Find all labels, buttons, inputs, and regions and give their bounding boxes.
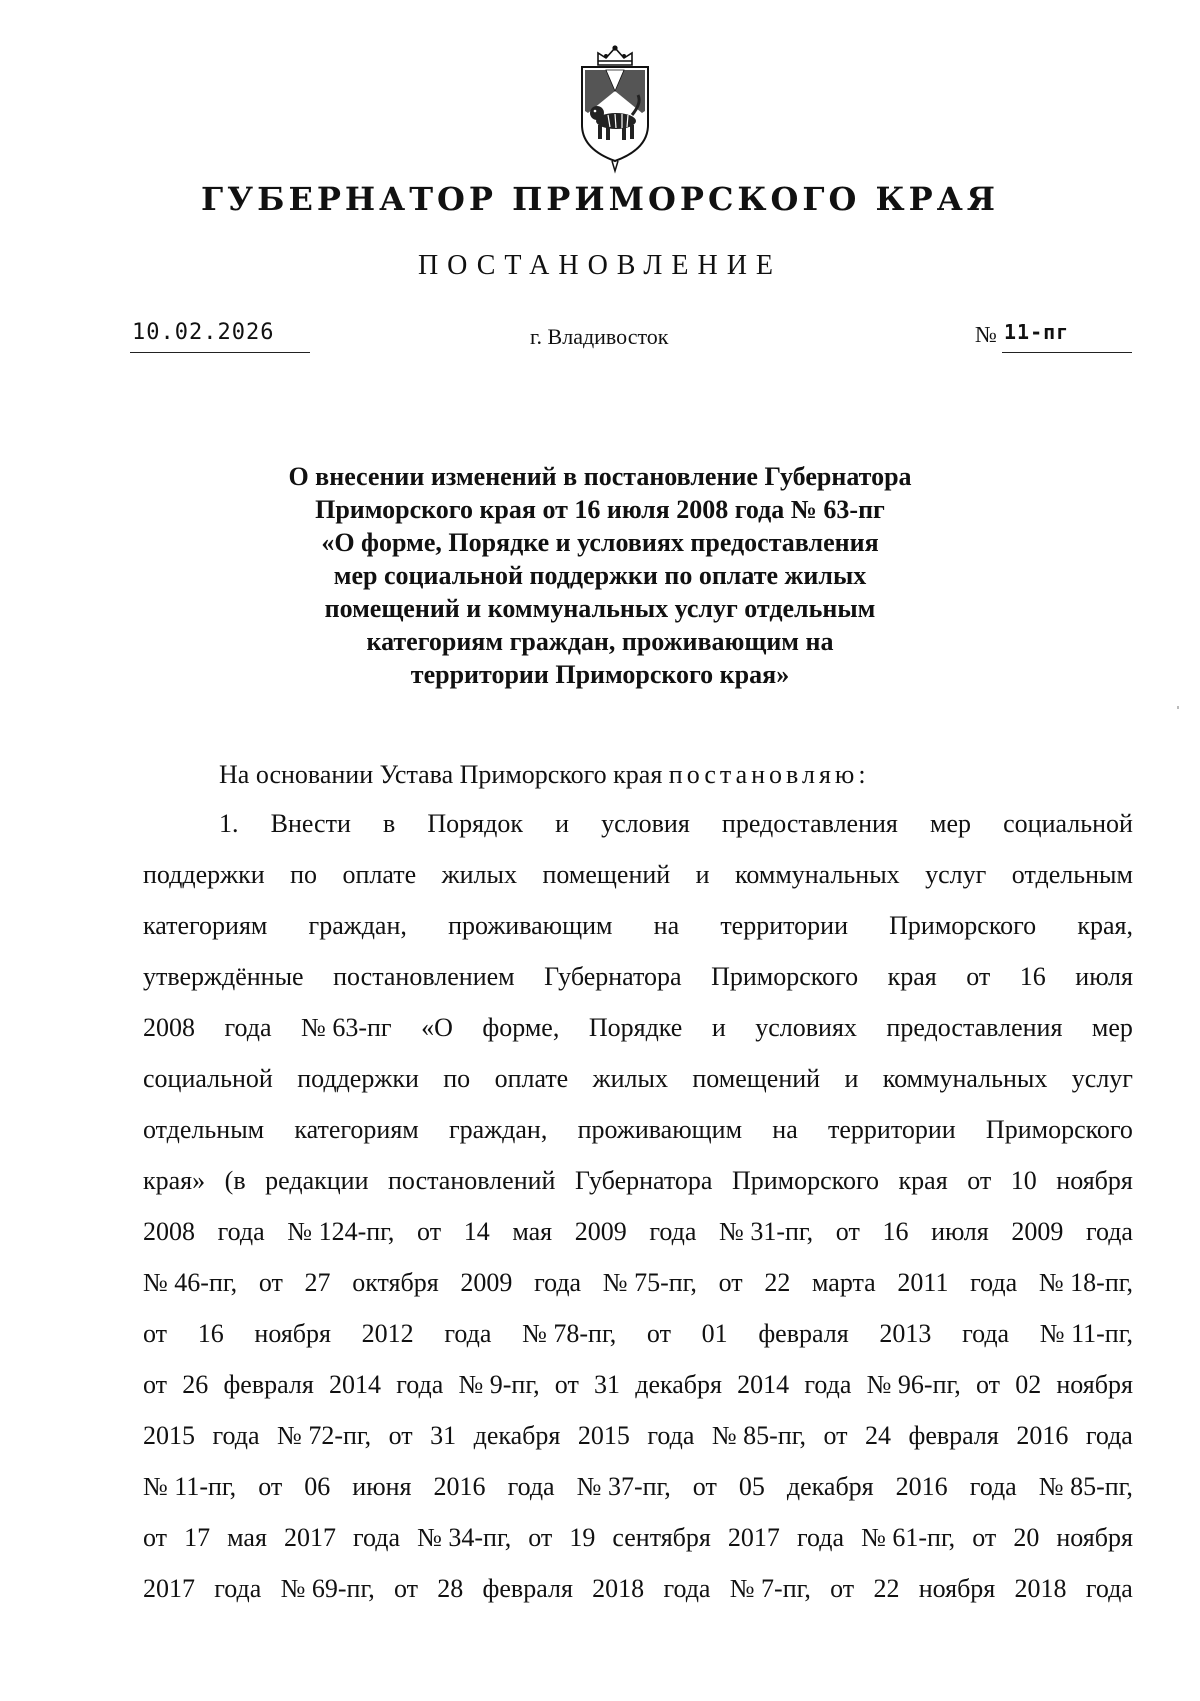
paragraph-word: коммунальных — [882, 1064, 1048, 1093]
paragraph-word: Приморского — [711, 962, 859, 991]
paragraph-word: года — [796, 1523, 845, 1552]
paragraph-word: коммунальных — [735, 860, 900, 889]
paragraph-word: от — [258, 1472, 283, 1501]
paragraph-word: края, — [1077, 911, 1133, 940]
paragraph-word: граждан, — [448, 1115, 548, 1144]
paragraph-word: Губернатора — [574, 1166, 713, 1195]
paragraph-word: ноября — [254, 1319, 331, 1348]
paragraph-1 — [143, 798, 1133, 1614]
paragraph-word: условия — [601, 809, 690, 838]
paragraph-word: 2012 — [361, 1319, 414, 1348]
paragraph-word: мер — [1091, 1013, 1133, 1042]
paragraph-word: от — [393, 1574, 418, 1603]
paragraph-word: утверждённые — [143, 962, 304, 991]
preamble-resolution-word: постановляю: — [668, 760, 870, 789]
paragraph-line — [143, 951, 1133, 1002]
paragraph-word: по — [443, 1064, 471, 1093]
paragraph-word: ноября — [1056, 1523, 1133, 1552]
paragraph-word: услуг — [1071, 1064, 1133, 1093]
paragraph-word: Приморского — [731, 1166, 879, 1195]
paragraph-word: февраля — [908, 1421, 999, 1450]
paragraph-word: года — [804, 1370, 852, 1399]
paragraph-word: года — [647, 1421, 695, 1450]
paragraph-word: 31 — [430, 1421, 457, 1450]
paragraph-word: территории — [720, 911, 848, 940]
paragraph-word: на — [653, 911, 680, 940]
paragraph-word: категориям — [143, 911, 268, 940]
paragraph-word: года — [396, 1370, 444, 1399]
paragraph-word: № 7-пг, — [729, 1574, 811, 1603]
paragraph-word: категориям — [294, 1115, 419, 1144]
paragraph-word: № 85-пг, — [1038, 1472, 1133, 1501]
paragraph-word: 19 — [569, 1523, 596, 1552]
paragraph-word: № 18-пг, — [1038, 1268, 1133, 1297]
paragraph-word: года — [962, 1319, 1010, 1348]
title-line: мер социальной поддержки по оплате жилых — [333, 561, 867, 590]
paragraph-word: ноября — [918, 1574, 996, 1603]
paragraph-word: № 69-пг, — [280, 1574, 375, 1603]
paragraph-word: от — [143, 1319, 168, 1348]
document-body — [143, 752, 1133, 1614]
paragraph-word: 2009 — [1011, 1217, 1064, 1246]
paragraph-word: отдельным — [143, 1115, 265, 1144]
paragraph-word: 2015 — [577, 1421, 630, 1450]
paragraph-word: № 37-пг, — [576, 1472, 671, 1501]
paragraph-word: № 96-пг, — [866, 1370, 961, 1399]
paragraph-word: 2016 — [433, 1472, 486, 1501]
preamble-text: На основании Устава Приморского края — [219, 760, 669, 789]
paragraph-word: 20 — [1013, 1523, 1040, 1552]
paragraph-word: № 63-пг — [301, 1013, 392, 1042]
paragraph-word: № 34-пг, — [417, 1523, 512, 1552]
paragraph-word: оплате — [342, 860, 417, 889]
document-date: 10.02.2026 — [130, 320, 310, 353]
paragraph-word: года — [217, 1217, 265, 1246]
paragraph-word: 16 — [1019, 962, 1046, 991]
paragraph-word: социальной — [1003, 809, 1133, 838]
title-line: Приморского края от 16 июля 2008 года № 63-пг — [315, 495, 885, 524]
paragraph-word: 2016 — [895, 1472, 948, 1501]
paragraph-word: года — [353, 1523, 401, 1552]
paragraph-word: от — [143, 1523, 168, 1552]
paragraph-word: года — [507, 1472, 555, 1501]
paragraph-word: и — [844, 1064, 859, 1093]
paragraph-word: № 85-пг, — [711, 1421, 806, 1450]
paragraph-word: 10 — [1010, 1166, 1037, 1195]
paragraph-line — [143, 1512, 1133, 1563]
paragraph-word: и — [711, 1013, 726, 1042]
paragraph-word: поддержки — [143, 860, 265, 889]
paragraph-word: № 124-пг, — [287, 1217, 395, 1246]
paragraph-word: Порядок — [427, 809, 523, 838]
paragraph-word: и — [695, 860, 710, 889]
paragraph-word: № 11-пг, — [1039, 1319, 1133, 1348]
paragraph-word: 17 — [184, 1523, 211, 1552]
paragraph-word: № 78-пг, — [522, 1319, 617, 1348]
paragraph-word: услуг — [925, 860, 987, 889]
paragraph-word: Приморского — [985, 1115, 1133, 1144]
paragraph-word: 2009 — [574, 1217, 627, 1246]
paragraph-word: оплате — [494, 1064, 569, 1093]
paragraph-word: 02 — [1015, 1370, 1042, 1399]
paragraph-word: декабря — [635, 1370, 722, 1399]
paragraph-word: от — [528, 1523, 553, 1552]
paragraph-word: 2008 — [143, 1217, 195, 1246]
paragraph-line — [143, 1002, 1133, 1053]
paragraph-word: февраля — [223, 1370, 314, 1399]
paragraph-word: 06 — [304, 1472, 331, 1501]
paragraph-word: 16 — [197, 1319, 224, 1348]
paragraph-line — [143, 1563, 1133, 1614]
paragraph-word: года — [214, 1574, 262, 1603]
coat-of-arms-icon — [576, 45, 654, 175]
paragraph-word: 2018 — [1014, 1574, 1067, 1603]
title-line: О внесении изменений в постановление Губернатора — [288, 462, 912, 491]
paragraph-word: 2017 — [143, 1574, 195, 1603]
paragraph-word: № 75-пг, — [602, 1268, 697, 1297]
paragraph-word: 2017 — [727, 1523, 780, 1552]
paragraph-word: года — [969, 1472, 1017, 1501]
paragraph-line — [143, 798, 1133, 849]
paragraph-word: «О — [421, 1013, 453, 1042]
paragraph-word: предоставления — [721, 809, 898, 838]
paragraph-word: жилых — [441, 860, 517, 889]
paragraph-word: 2014 — [737, 1370, 790, 1399]
paragraph-word: от — [966, 962, 991, 991]
paragraph-word: 2011 — [897, 1268, 949, 1297]
paragraph-word: марта — [812, 1268, 876, 1297]
paragraph-word: помещений — [542, 860, 671, 889]
paragraph-word: года — [444, 1319, 492, 1348]
paragraph-word: 01 — [701, 1319, 728, 1348]
paragraph-word: Порядке — [588, 1013, 683, 1042]
paragraph-word: отдельным — [1011, 860, 1133, 889]
paragraph-word: года — [1085, 1217, 1133, 1246]
paragraph-word: от — [975, 1370, 1000, 1399]
paragraph-word: проживающим — [448, 911, 613, 940]
paragraph-word: Губернатора — [544, 962, 682, 991]
scan-artifact — [1177, 706, 1179, 709]
paragraph-word: края — [898, 1166, 948, 1195]
paragraph-word: от — [388, 1421, 413, 1450]
paragraph-word: 27 — [304, 1268, 331, 1297]
paragraph-word: предоставления — [886, 1013, 1063, 1042]
paragraph-line — [143, 849, 1133, 900]
paragraph-word: № 61-пг, — [861, 1523, 956, 1552]
paragraph-word: № 9-пг, — [458, 1370, 540, 1399]
paragraph-word: № 11-пг, — [143, 1472, 237, 1501]
paragraph-word: в — [382, 809, 396, 838]
paragraph-word: от — [718, 1268, 743, 1297]
paragraph-word: мер — [930, 809, 971, 838]
paragraph-word: года — [970, 1268, 1018, 1297]
paragraph-word: 2008 — [143, 1013, 195, 1042]
paragraph-word: 22 — [873, 1574, 900, 1603]
paragraph-word: года — [663, 1574, 711, 1603]
paragraph-word: 16 — [882, 1217, 909, 1246]
title-line: категориям граждан, проживающим на — [366, 627, 834, 656]
paragraph-word: проживающим — [577, 1115, 743, 1144]
paragraph-word: от — [258, 1268, 283, 1297]
paragraph-line — [143, 1104, 1133, 1155]
paragraph-line — [143, 1308, 1133, 1359]
paragraph-word: февраля — [758, 1319, 849, 1348]
paragraph-line — [143, 900, 1133, 951]
paragraph-word: декабря — [786, 1472, 874, 1501]
title-line: «О форме, Порядке и условиях предоставления — [321, 528, 879, 557]
document-title — [200, 460, 1000, 691]
paragraph-word: постановлений — [388, 1166, 556, 1195]
paragraph-word: и — [555, 809, 570, 838]
paragraph-word: февраля — [482, 1574, 573, 1603]
paragraph-word: условиях — [755, 1013, 857, 1042]
paragraph-word: № 31-пг, — [719, 1217, 814, 1246]
paragraph-word: 24 — [864, 1421, 891, 1450]
paragraph-word: по — [290, 860, 318, 889]
paragraph-word: 2017 — [283, 1523, 336, 1552]
paragraph-word: форме, — [482, 1013, 560, 1042]
paragraph-line — [143, 1155, 1133, 1206]
paragraph-word: от — [972, 1523, 997, 1552]
paragraph-word: июля — [1075, 962, 1133, 991]
paragraph-word: 2009 — [460, 1268, 513, 1297]
paragraph-word: 31 — [594, 1370, 621, 1399]
paragraph-word: от — [830, 1574, 855, 1603]
document-city: г. Владивосток — [530, 324, 669, 349]
paragraph-word: года — [649, 1217, 697, 1246]
paragraph-word: года — [1085, 1421, 1133, 1450]
paragraph-word: 2014 — [329, 1370, 382, 1399]
document-number: 11-пг — [1002, 320, 1132, 353]
paragraph-word: жилых — [592, 1064, 668, 1093]
paragraph-word: края» — [143, 1166, 206, 1195]
paragraph-word: территории — [828, 1115, 956, 1144]
paragraph-word: октября — [352, 1268, 439, 1297]
paragraph-line — [143, 1257, 1133, 1308]
paragraph-word: ноября — [1056, 1166, 1133, 1195]
paragraph-line — [143, 1359, 1133, 1410]
paragraph-word: 22 — [764, 1268, 791, 1297]
paragraph-word: года — [534, 1268, 582, 1297]
document-meta-line — [0, 320, 1200, 356]
paragraph-word: помещений — [692, 1064, 821, 1093]
paragraph-word: года — [212, 1421, 260, 1450]
paragraph-word: граждан, — [308, 911, 407, 940]
paragraph-word: от — [143, 1370, 168, 1399]
paragraph-word: редакции — [265, 1166, 369, 1195]
paragraph-word: от — [823, 1421, 848, 1450]
paragraph-word: Приморского — [889, 911, 1037, 940]
paragraph-word: 26 — [182, 1370, 209, 1399]
paragraph-word: социальной — [143, 1064, 273, 1093]
paragraph-word: июля — [931, 1217, 989, 1246]
paragraph-word: 1. — [219, 809, 239, 838]
paragraph-word: года — [224, 1013, 272, 1042]
paragraph-word: постановлением — [333, 962, 515, 991]
paragraph-word: мая — [512, 1217, 553, 1246]
paragraph-word: от — [967, 1166, 992, 1195]
paragraph-word: ноября — [1056, 1370, 1133, 1399]
paragraph-word: от — [554, 1370, 579, 1399]
paragraph-line — [143, 1206, 1133, 1257]
paragraph-word: от — [646, 1319, 671, 1348]
document-type: ПОСТАНОВЛЕНИЕ — [417, 250, 783, 281]
paragraph-word: от — [835, 1217, 860, 1246]
paragraph-word: № 46-пг, — [143, 1268, 238, 1297]
paragraph-word: 2016 — [1016, 1421, 1069, 1450]
paragraph-word: (в — [224, 1166, 246, 1195]
paragraph-word: года — [1085, 1574, 1133, 1603]
issuing-authority: ГУБЕРНАТОР ПРИМОРСКОГО КРАЯ — [201, 180, 999, 218]
paragraph-word: Внести — [270, 809, 351, 838]
paragraph-word: на — [772, 1115, 798, 1144]
paragraph-word: 2013 — [879, 1319, 932, 1348]
paragraph-word: 14 — [463, 1217, 490, 1246]
paragraph-word: 2015 — [143, 1421, 195, 1450]
paragraph-word: поддержки — [297, 1064, 419, 1093]
paragraph-word: № 72-пг, — [277, 1421, 372, 1450]
paragraph-word: от — [692, 1472, 717, 1501]
paragraph-line — [143, 1053, 1133, 1104]
paragraph-line — [143, 1410, 1133, 1461]
paragraph-word: июня — [352, 1472, 412, 1501]
paragraph-word: края — [887, 962, 937, 991]
paragraph-word: сентября — [612, 1523, 711, 1552]
paragraph-word: 05 — [738, 1472, 765, 1501]
paragraph-line — [143, 1461, 1133, 1512]
paragraph-word: декабря — [473, 1421, 561, 1450]
preamble — [143, 752, 1133, 798]
title-line: помещений и коммунальных услуг отдельным — [324, 594, 876, 623]
paragraph-word: от — [417, 1217, 442, 1246]
title-line: территории Приморского края» — [410, 660, 790, 689]
paragraph-word: мая — [227, 1523, 267, 1552]
document-number-label: № — [975, 322, 997, 347]
paragraph-word: 2018 — [592, 1574, 645, 1603]
paragraph-word: 28 — [437, 1574, 464, 1603]
